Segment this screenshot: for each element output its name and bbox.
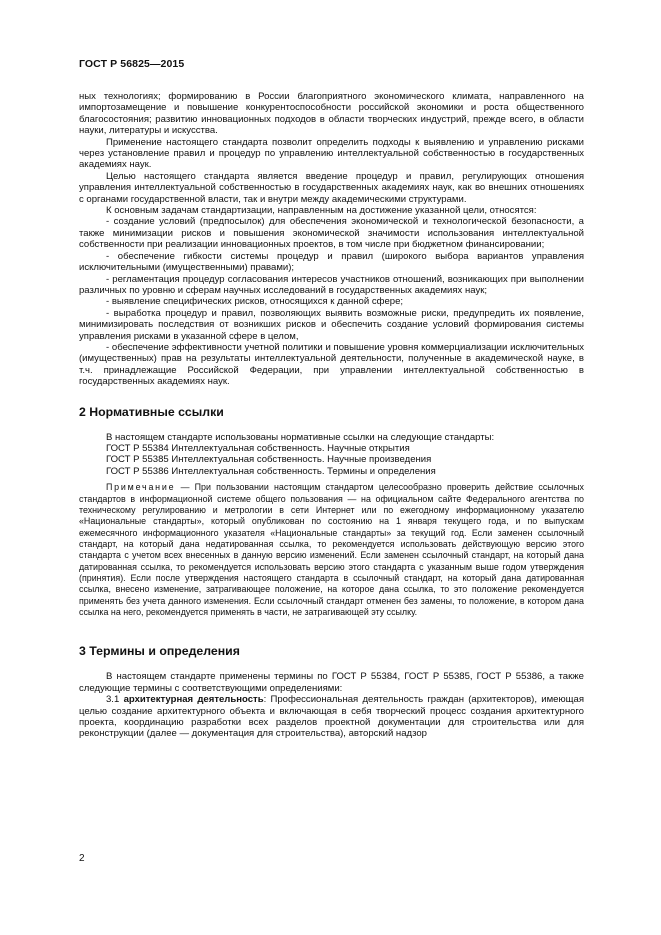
term-name: архитектурная деятельность [123, 694, 264, 706]
note-paragraph [79, 482, 584, 618]
section-3-heading: 3 Термины и определения [79, 644, 240, 659]
page-content [79, 91, 584, 740]
reference-item: ГОСТ Р 55385 Интеллектуальная собственность. Научные произведения [106, 454, 432, 466]
task-item: - регламентация процедур согласования интересов участников отношений, возникающих при выполнении различных по уровню и сферам научных исследований в государственных академиях наук; [79, 273, 584, 296]
task-item: - обеспечение гибкости системы процедур и правил (широкого выбора вариантов управления исключительными (имущественными) правами); [79, 250, 584, 274]
reference-item: ГОСТ Р 55386 Интеллектуальная собственность. Термины и определения [106, 465, 436, 477]
term-number: 3.1 [106, 694, 124, 706]
page-number: 2 [79, 853, 85, 864]
note-label: Примечание [106, 482, 176, 493]
task-item: - создание условий (предпосылок) для обеспечения экономической и технологической безопасности, а также минимизации рисков и повышения экономической значимости использования интеллектуальной собственности при реализации инновационных проектов, в том числе при бюджетном финансировании; [79, 216, 584, 251]
intro-paragraph-2: Применение настоящего стандарта позволит определить подходы к выявлению и управлению рисками через установление правил и процедур по управлению интеллектуальной собственностью в государственных академиях наук. [79, 136, 584, 171]
term-definition [79, 694, 584, 740]
section-2-lead: В настоящем стандарте использованы нормативные ссылки на следующие стандарты: [106, 431, 495, 443]
task-item: - обеспечение эффективности учетной политики и повышение уровня коммерциализации исключительных (имущественных) прав на результаты интеллектуальной деятельности, полученные в академической науке, в т.ч. принадлежащие Российской Федерации, при управлении интеллектуальной собственностью в государственных академиях наук. [79, 341, 584, 388]
note-text: — При пользовании настоящим стандартом целесообразно проверить действие ссылочных стандартов в информационной системе общего пользования — на официальном сайте Федерального агентства по техническому регулированию и метрологии в сети Интернет или по ежегодному информационному указателю «Национальные стандарты», который опубликован по состоянию на 1 января текущего года, и по выпускам ежемесячного информационного указателя «Национальные стандарты» за текущий год. Если заменен ссылочный стандарт, на который дана недатированная ссылка, то рекомендуется использовать действующую версию этого стандарта с учетом всех внесенных в данную версию изменений. Если заменен ссылочный стандарт, на который дана датированная ссылка, то рекомендуется использовать версию этого стандарта с указанным выше годом утверждения (принятия). Если после утверждения настоящего стандарта в ссылочный стандарт, на который дана датированная ссылка, внесено изменение, затрагивающее положение, на которое дана ссылка, то это положение рекомендуется применять без учета данного изменения. Если ссылочный стандарт отменен без замены, то положение, в котором дана ссылка на него, рекомендуется применять в части, не затрагивающей эту ссылку. [79, 482, 584, 617]
section-2-heading: 2 Нормативные ссылки [79, 404, 224, 419]
reference-item: ГОСТ Р 55384 Интеллектуальная собственность. Научные открытия [106, 442, 410, 454]
document-header: ГОСТ Р 56825—2015 [79, 58, 185, 70]
term-text: : Профессиональная деятельность граждан (архитекторов), имеющая целью создание архитектурного объекта и включающая в себя творческий процесс создания архитектурного проекта, координацию разработки всех разделов проектной документации для строительства или для реконструкции (далее — документация для строительства), авторский надзор [79, 694, 584, 740]
intro-paragraph-1: ных технологиях; формированию в России благоприятного экономического климата, направленного на импортозамещение и повышение конкурентоспособности российской экономики и роста общественного благосостояния; развитию инновационных подходов в области творческих индустрий, прежде всего, в области науки, литературы и искусства. [79, 91, 584, 137]
task-item: - выработка процедур и правил, позволяющих выявить возможные риски, предупредить их появление, минимизировать последствия от возникших рисков и обеспечить создание условий формирования системы управления рисками в указанной сфере в целом, [79, 307, 584, 342]
intro-paragraph-3: Целью настоящего стандарта является введение процедур и правил, регулирующих отношения управления интеллектуальной собственностью в государственных академиях наук, как во внешних отношениях с органами государственной власти, так и внутри между академическими структурами. [79, 170, 584, 205]
intro-paragraph-4: К основным задачам стандартизации, направленным на достижение указанной цели, относятся: [106, 205, 537, 217]
task-item: - выявление специфических рисков, относящихся к данной сфере; [106, 296, 404, 308]
section-3-lead: В настоящем стандарте применены термины по ГОСТ Р 55384, ГОСТ Р 55385, ГОСТ Р 55386, а также следующие термины с соответствующими определениями: [79, 671, 584, 694]
